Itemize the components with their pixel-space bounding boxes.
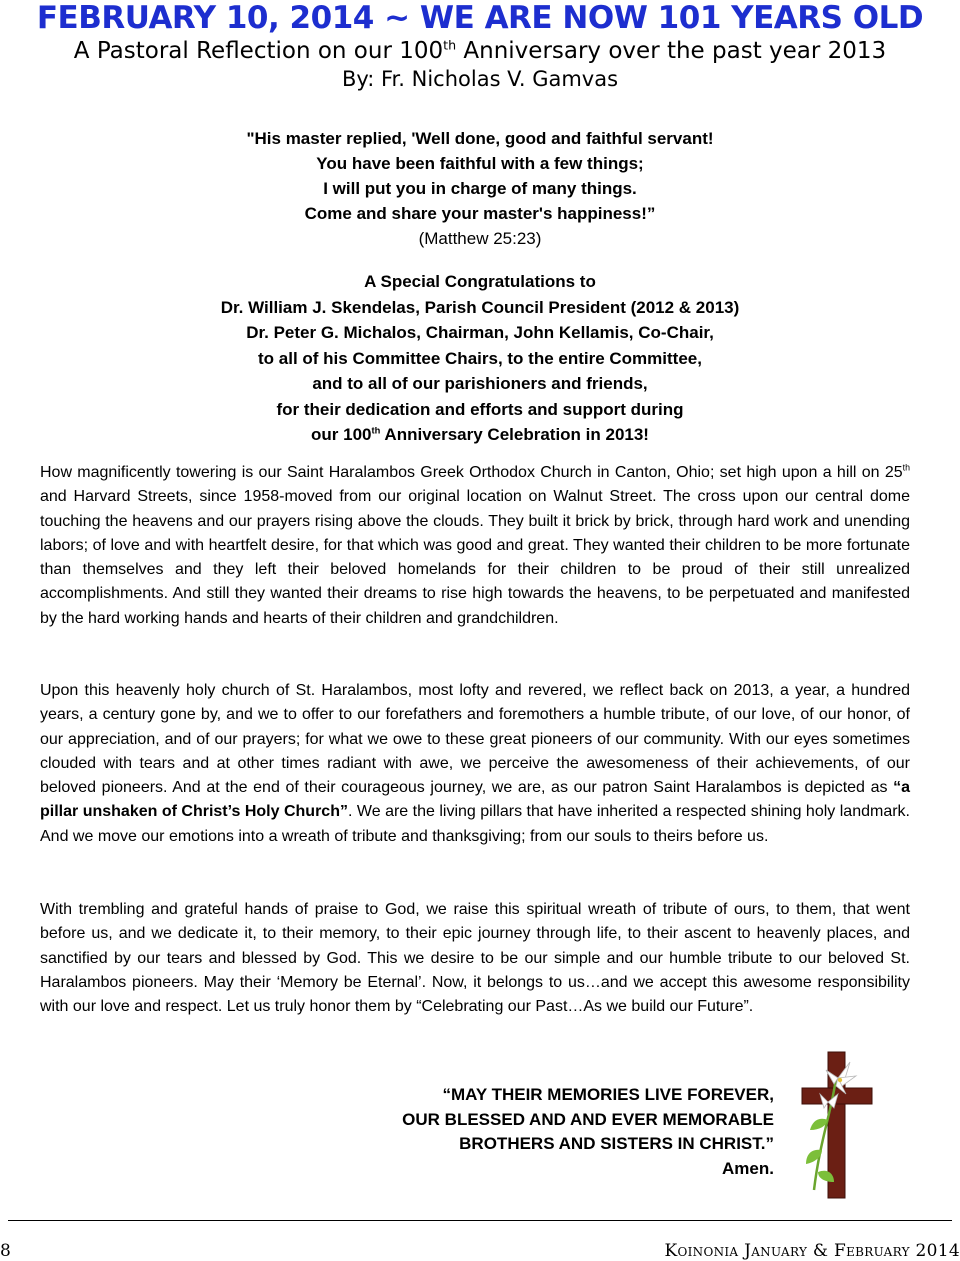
body-paragraph-1 [40, 461, 910, 631]
page-title: FEBRUARY 10, 2014 ~ WE ARE NOW 101 YEARS OLD [36, 0, 924, 36]
page-number: 8 [0, 1241, 11, 1261]
congratulations-text-start: our 100 [311, 425, 372, 444]
body-paragraph-3: With trembling and grateful hands of praise to God, we raise this spiritual wreath of tribute of ours, to them, that went before us, and we dedicate it, to their memory, to their epic journey through life, to their ascent to heavenly places, and sanctified by our tears and blessed by God. This we desire to be our simple and our humble tribute to our beloved St. Haralambos pioneers. May their ‘Memory be Eternal’. Now, it belongs to us…and we accept this awesome responsibility with our love and respect. Let us truly honor them by “Celebrating our Past…As we build our Future”. [40, 901, 910, 1016]
pillar-quote: “a pillar unshaken of Christ’s Holy Church” [40, 779, 910, 821]
scripture-line: "His master replied, 'Well done, good and faithful servant! [246, 129, 714, 148]
subtitle [0, 37, 960, 65]
congratulations-superscript: th [371, 425, 381, 436]
closing-amen: Amen. [722, 1158, 774, 1178]
subtitle-superscript: th [443, 37, 457, 53]
congratulations-text-end: Anniversary Celebration in 2013! [380, 425, 649, 444]
closing-line: OUR BLESSED AND AND EVER MEMORABLE [402, 1109, 774, 1129]
scripture-quote [0, 126, 960, 251]
congratulations-line-last [0, 422, 960, 448]
congratulations-line: and to all of our parishioners and friends, [312, 374, 648, 393]
footer-rule [8, 1220, 952, 1221]
congratulations-line: for their dedication and efforts and support during [276, 399, 684, 419]
scripture-line: I will put you in charge of many things. [323, 179, 637, 198]
closing-line: BROTHERS AND SISTERS IN CHRIST.” [459, 1134, 774, 1153]
congratulations-line: Dr. Peter G. Michalos, Chairman, John Kellamis, Co-Chair, [246, 323, 714, 342]
scripture-reference: (Matthew 25:23) [418, 229, 542, 248]
byline: By: Fr. Nicholas V. Gamvas [341, 67, 619, 91]
congratulations-block [0, 269, 960, 448]
paragraph-text: Upon this heavenly holy church of St. Haralambos, most lofty and revered, we reflect back on 2013, a year, a hundred years, a century gone by, and we to offer to our forefathers and foremothers a humble tribute, of our love, of our honor, of our appreciation, and of our prayers; for what we owe to these great pioneers of our community. With our eyes sometimes clouded with tears and at other times radiant with awe, we perceive the awesomeness of their achievements, of our beloved pioneers. And at the end of their courageous journey, we are, as our patron Saint Haralambos is depicted as [40, 682, 910, 797]
publication-footer: Koinonia January & February 2014 [664, 1241, 960, 1261]
paragraph-text: How magnificently towering is our Saint Haralambos Greek Orthodox Church in Canton, Ohio; set high upon a hill on 25 [40, 464, 903, 481]
scripture-line: You have been faithful with a few things; [316, 154, 644, 173]
scripture-line: Come and share your master's happiness!” [304, 204, 656, 223]
closing-line: “MAY THEIR MEMORIES LIVE FOREVER, [442, 1085, 774, 1104]
subtitle-text-start: A Pastoral Reflection on our 100 [73, 38, 444, 64]
paragraph-text: and Harvard Streets, since 1958-moved from our original location on Walnut Street. The cross upon our central dome touching the heavens and our prayers rising above the clouds. They built it brick by brick, through hard work and unending labors; of love and with heartfelt desire, for that which was good and great. They wanted their children to be more fortunate than themselves and they left their beloved homelands for their children to be proud of their still unrealized accomplishments. And still they wanted their dreams to rise high towards the heavens, to be perpetuated and manifested by the hard working hands and hearts of their children and grandchildren. [40, 488, 910, 627]
congratulations-line: A Special Congratulations to [364, 272, 596, 291]
subtitle-text-end: Anniversary over the past year 2013 [456, 38, 887, 64]
closing-blessing [402, 1083, 774, 1181]
body-paragraph-2 [40, 679, 910, 849]
cross-with-lilies-icon [798, 1050, 876, 1200]
paragraph-superscript: th [902, 462, 910, 473]
congratulations-line: Dr. William J. Skendelas, Parish Council President (2012 & 2013) [220, 297, 740, 317]
congratulations-line: to all of his Committee Chairs, to the entire Committee, [258, 348, 702, 368]
paragraph-text: . We are the living pillars that have inherited a respected shining holy landmark. And we move our emotions into a wreath of tribute and thanksgiving; from our souls to theirs before us. [40, 803, 910, 845]
